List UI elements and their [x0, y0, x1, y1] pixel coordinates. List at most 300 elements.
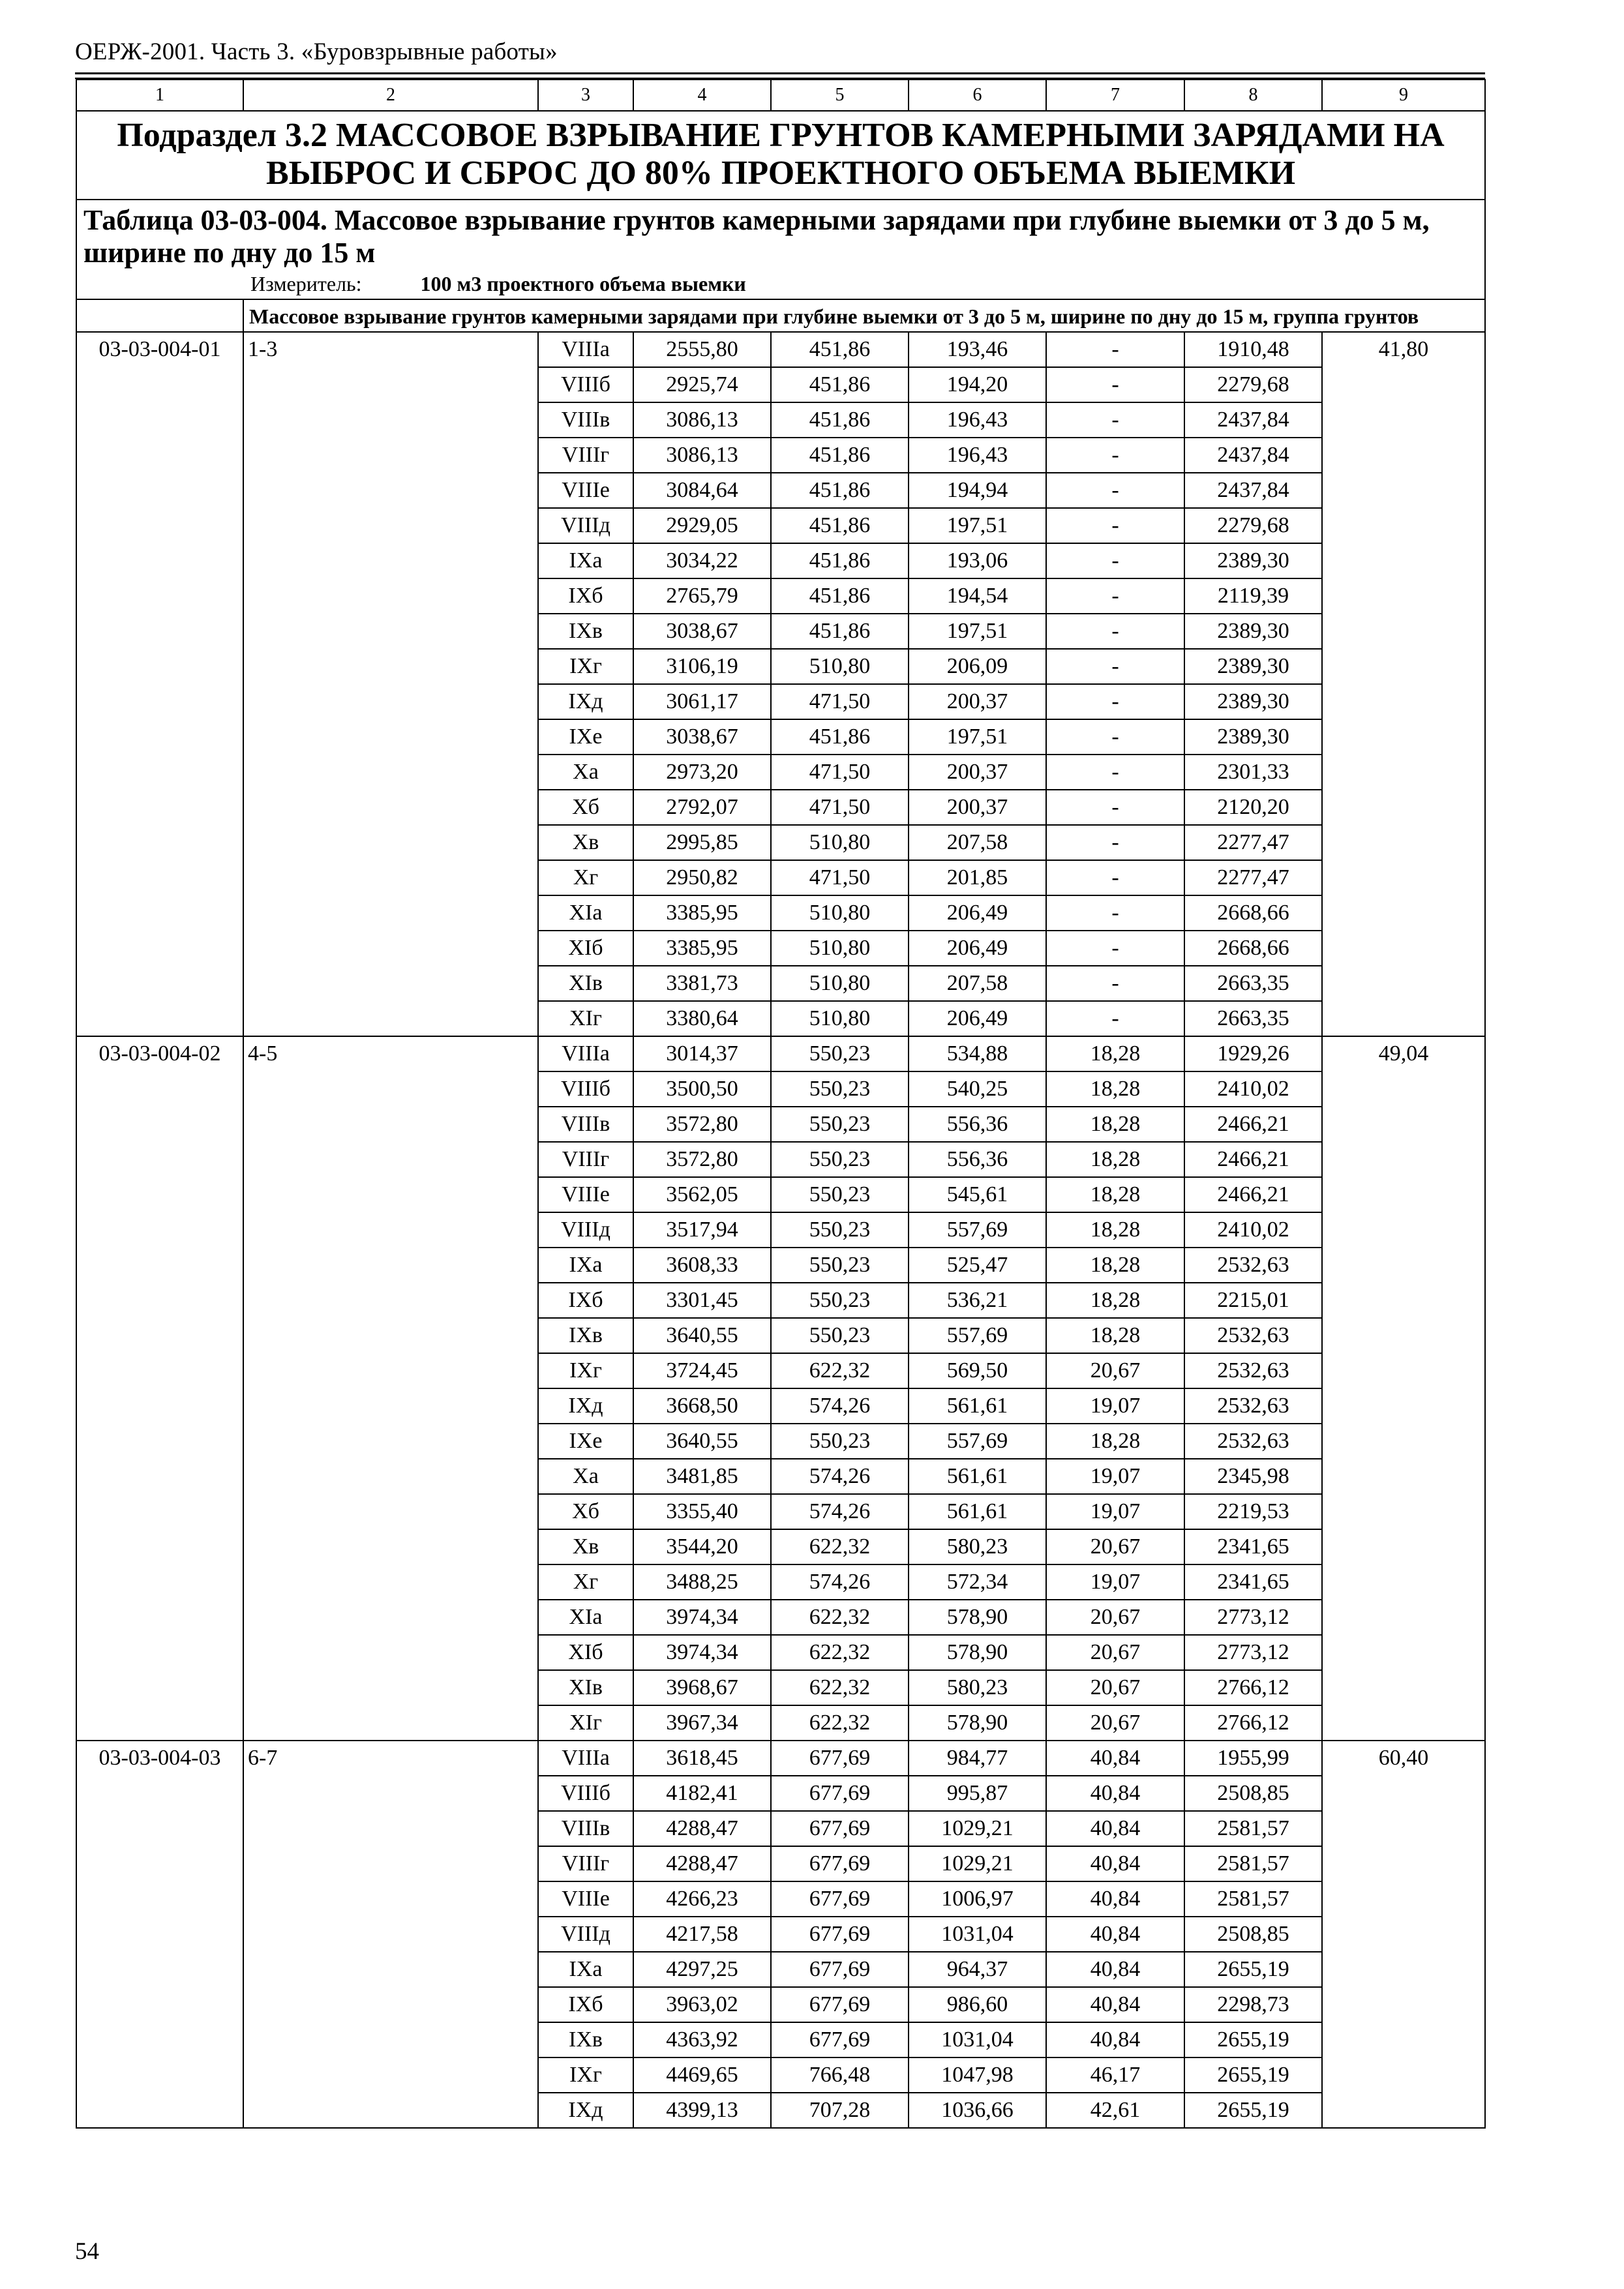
machine-cost: 964,37 [909, 1952, 1046, 1987]
soil-group [243, 860, 538, 895]
soil-category: IХд [538, 1388, 633, 1424]
materials-cost: 1929,26 [1184, 1036, 1322, 1071]
driver-wage: - [1046, 1001, 1184, 1036]
driver-wage: 40,84 [1046, 1811, 1184, 1846]
total-cost: 3034,22 [633, 543, 771, 578]
labor-cost: 622,32 [771, 1635, 909, 1670]
labor-hours [1322, 1952, 1485, 1987]
norm-code [76, 367, 243, 402]
table-row [76, 1459, 1485, 1494]
soil-category: IХе [538, 1424, 633, 1459]
machine-cost: 534,88 [909, 1036, 1046, 1071]
col-number: 3 [538, 80, 633, 111]
soil-group [243, 614, 538, 649]
soil-group: 4-5 [243, 1036, 538, 1071]
labor-hours [1322, 1776, 1485, 1811]
labor-hours [1322, 1600, 1485, 1635]
labor-cost: 622,32 [771, 1670, 909, 1705]
materials-cost: 2466,21 [1184, 1142, 1322, 1177]
table-row [76, 1036, 1485, 1071]
labor-hours [1322, 473, 1485, 508]
soil-group [243, 1952, 538, 1987]
soil-group [243, 1212, 538, 1248]
soil-group [243, 790, 538, 825]
machine-cost: 545,61 [909, 1177, 1046, 1212]
soil-category: Хв [538, 825, 633, 860]
norm-code [76, 1142, 243, 1177]
machine-cost: 578,90 [909, 1600, 1046, 1635]
norm-code [76, 1635, 243, 1670]
machine-cost: 561,61 [909, 1494, 1046, 1529]
labor-hours [1322, 1494, 1485, 1529]
header-rule [75, 72, 1485, 74]
machine-cost: 193,06 [909, 543, 1046, 578]
labor-cost: 550,23 [771, 1107, 909, 1142]
norm-code [76, 1846, 243, 1881]
col-number: 1 [76, 80, 243, 111]
driver-wage: - [1046, 825, 1184, 860]
machine-cost: 200,37 [909, 684, 1046, 719]
norm-code [76, 1670, 243, 1705]
soil-category: Хг [538, 860, 633, 895]
labor-hours [1322, 1212, 1485, 1248]
soil-category: VIIIд [538, 508, 633, 543]
norm-code [76, 2093, 243, 2128]
soil-group [243, 402, 538, 438]
driver-wage: 40,84 [1046, 1776, 1184, 1811]
document-header: ОЕРЖ-2001. Часть 3. «Буровзрывные работы» [75, 38, 558, 65]
soil-category: Хб [538, 1494, 633, 1529]
driver-wage: - [1046, 402, 1184, 438]
driver-wage: 19,07 [1046, 1494, 1184, 1529]
soil-category: VIIIа [538, 1036, 633, 1071]
soil-group [243, 1388, 538, 1424]
total-cost: 2973,20 [633, 755, 771, 790]
labor-hours [1322, 1917, 1485, 1952]
table-row [76, 508, 1485, 543]
driver-wage: 18,28 [1046, 1036, 1184, 1071]
materials-cost: 2389,30 [1184, 649, 1322, 684]
materials-cost: 2410,02 [1184, 1071, 1322, 1107]
soil-group: 6-7 [243, 1741, 538, 1776]
table-row [76, 1353, 1485, 1388]
soil-category: VIIIб [538, 1776, 633, 1811]
soil-category: ХIа [538, 1600, 633, 1635]
total-cost: 3618,45 [633, 1741, 771, 1776]
machine-cost: 556,36 [909, 1142, 1046, 1177]
labor-hours [1322, 543, 1485, 578]
total-cost: 3968,67 [633, 1670, 771, 1705]
soil-group [243, 1142, 538, 1177]
table-row [76, 649, 1485, 684]
total-cost: 3974,34 [633, 1635, 771, 1670]
machine-cost: 536,21 [909, 1283, 1046, 1318]
soil-group [243, 578, 538, 614]
soil-category: IХв [538, 2022, 633, 2057]
labor-hours [1322, 367, 1485, 402]
labor-cost: 677,69 [771, 1952, 909, 1987]
soil-group [243, 2093, 538, 2128]
soil-group [243, 1424, 538, 1459]
labor-cost: 574,26 [771, 1388, 909, 1424]
soil-group [243, 508, 538, 543]
machine-cost: 194,54 [909, 578, 1046, 614]
labor-cost: 451,86 [771, 332, 909, 367]
table-row [76, 1107, 1485, 1142]
labor-hours [1322, 1353, 1485, 1388]
soil-category: Хб [538, 790, 633, 825]
norm-code [76, 825, 243, 860]
materials-cost: 2120,20 [1184, 790, 1322, 825]
labor-hours [1322, 1670, 1485, 1705]
machine-cost: 995,87 [909, 1776, 1046, 1811]
soil-group: 1-3 [243, 332, 538, 367]
caption-spacer [76, 299, 243, 332]
labor-hours [1322, 1177, 1485, 1212]
norm-code [76, 860, 243, 895]
labor-hours [1322, 1318, 1485, 1353]
labor-hours [1322, 1388, 1485, 1424]
materials-cost: 2532,63 [1184, 1248, 1322, 1283]
norm-code [76, 1388, 243, 1424]
machine-cost: 540,25 [909, 1071, 1046, 1107]
driver-wage: - [1046, 438, 1184, 473]
machine-cost: 1036,66 [909, 2093, 1046, 2128]
soil-group [243, 895, 538, 931]
machine-cost: 580,23 [909, 1529, 1046, 1564]
materials-cost: 2532,63 [1184, 1353, 1322, 1388]
table-row [76, 1987, 1485, 2022]
soil-category: ХIг [538, 1001, 633, 1036]
driver-wage: 40,84 [1046, 2022, 1184, 2057]
soil-category: VIIIа [538, 332, 633, 367]
materials-cost: 2773,12 [1184, 1635, 1322, 1670]
total-cost: 4266,23 [633, 1881, 771, 1917]
norm-code [76, 1212, 243, 1248]
norm-code [76, 895, 243, 931]
materials-cost: 2341,65 [1184, 1564, 1322, 1600]
soil-category: VIIIв [538, 402, 633, 438]
materials-cost: 2663,35 [1184, 966, 1322, 1001]
machine-cost: 578,90 [909, 1705, 1046, 1741]
driver-wage: 18,28 [1046, 1318, 1184, 1353]
total-cost: 3724,45 [633, 1353, 771, 1388]
table-row [76, 367, 1485, 402]
materials-cost: 2437,84 [1184, 402, 1322, 438]
table-row [76, 1776, 1485, 1811]
labor-hours [1322, 508, 1485, 543]
materials-cost: 2581,57 [1184, 1846, 1322, 1881]
table-row [76, 1600, 1485, 1635]
labor-cost: 550,23 [771, 1248, 909, 1283]
materials-cost: 2389,30 [1184, 543, 1322, 578]
materials-cost: 2277,47 [1184, 825, 1322, 860]
subsection-title: Подраздел 3.2 МАССОВОЕ ВЗРЫВАНИЕ ГРУНТОВ КАМЕРНЫМИ ЗАРЯДАМИ НА ВЫБРОС И СБРОС ДО 80% ПРОЕКТНОГО ОБЪЕМА ВЫЕМКИ [76, 111, 1485, 200]
norm-code [76, 719, 243, 755]
table-row [76, 2057, 1485, 2093]
materials-cost: 2663,35 [1184, 1001, 1322, 1036]
soil-group [243, 1917, 538, 1952]
driver-wage: - [1046, 473, 1184, 508]
driver-wage: 20,67 [1046, 1635, 1184, 1670]
soil-category: ХIб [538, 1635, 633, 1670]
driver-wage: 20,67 [1046, 1705, 1184, 1741]
machine-cost: 525,47 [909, 1248, 1046, 1283]
soil-group [243, 1811, 538, 1846]
labor-hours [1322, 649, 1485, 684]
table-row [76, 578, 1485, 614]
labor-hours [1322, 1846, 1485, 1881]
total-cost: 3967,34 [633, 1705, 771, 1741]
labor-cost: 471,50 [771, 790, 909, 825]
driver-wage: 19,07 [1046, 1388, 1184, 1424]
soil-category: IХб [538, 1283, 633, 1318]
norm-code [76, 508, 243, 543]
table-row [76, 1318, 1485, 1353]
soil-group [243, 1987, 538, 2022]
materials-cost: 2345,98 [1184, 1459, 1322, 1494]
soil-group [243, 719, 538, 755]
machine-cost: 1047,98 [909, 2057, 1046, 2093]
driver-wage: 18,28 [1046, 1248, 1184, 1283]
table-row [76, 719, 1485, 755]
table-row [76, 402, 1485, 438]
norm-code [76, 1987, 243, 2022]
norm-code [76, 1776, 243, 1811]
labor-hours [1322, 2057, 1485, 2093]
driver-wage: - [1046, 578, 1184, 614]
soil-group [243, 1107, 538, 1142]
labor-cost: 622,32 [771, 1600, 909, 1635]
soil-category: VIIIе [538, 473, 633, 508]
table-row [76, 755, 1485, 790]
norm-code: 03-03-004-03 [76, 1741, 243, 1776]
soil-group [243, 825, 538, 860]
table-row [76, 1741, 1485, 1776]
driver-wage: 40,84 [1046, 1881, 1184, 1917]
driver-wage: 40,84 [1046, 1741, 1184, 1776]
materials-cost: 2508,85 [1184, 1917, 1322, 1952]
soil-category: IХг [538, 649, 633, 684]
materials-cost: 2466,21 [1184, 1107, 1322, 1142]
driver-wage: - [1046, 367, 1184, 402]
labor-hours [1322, 1987, 1485, 2022]
labor-hours [1322, 1529, 1485, 1564]
soil-category: VIIIа [538, 1741, 633, 1776]
labor-cost: 550,23 [771, 1071, 909, 1107]
labor-cost: 471,50 [771, 684, 909, 719]
labor-hours [1322, 1107, 1485, 1142]
soil-category: IХг [538, 2057, 633, 2093]
table-row [76, 966, 1485, 1001]
labor-hours [1322, 1705, 1485, 1741]
norm-code [76, 790, 243, 825]
soil-category: VIIIе [538, 1177, 633, 1212]
labor-cost: 550,23 [771, 1036, 909, 1071]
labor-cost: 550,23 [771, 1283, 909, 1318]
machine-cost: 1029,21 [909, 1846, 1046, 1881]
labor-hours [1322, 1248, 1485, 1283]
norms-table [76, 79, 1486, 2129]
labor-hours [1322, 578, 1485, 614]
soil-group [243, 1635, 538, 1670]
labor-cost: 510,80 [771, 825, 909, 860]
total-cost: 3640,55 [633, 1318, 771, 1353]
norm-code [76, 438, 243, 473]
total-cost: 3038,67 [633, 614, 771, 649]
driver-wage: 18,28 [1046, 1424, 1184, 1459]
norm-code [76, 1917, 243, 1952]
soil-category: ХIв [538, 966, 633, 1001]
machine-cost: 193,46 [909, 332, 1046, 367]
labor-hours [1322, 1071, 1485, 1107]
labor-hours [1322, 966, 1485, 1001]
machine-cost: 578,90 [909, 1635, 1046, 1670]
materials-cost: 2389,30 [1184, 684, 1322, 719]
soil-category: VIIIг [538, 438, 633, 473]
table-row [76, 614, 1485, 649]
machine-cost: 569,50 [909, 1353, 1046, 1388]
table-row [76, 1177, 1485, 1212]
soil-category: IХа [538, 1248, 633, 1283]
driver-wage: - [1046, 332, 1184, 367]
machine-cost: 206,49 [909, 931, 1046, 966]
labor-cost: 510,80 [771, 649, 909, 684]
labor-cost: 574,26 [771, 1494, 909, 1529]
total-cost: 3381,73 [633, 966, 771, 1001]
soil-category: VIIIг [538, 1846, 633, 1881]
total-cost: 3061,17 [633, 684, 771, 719]
table-row [76, 1846, 1485, 1881]
norm-code [76, 402, 243, 438]
table-row [76, 1494, 1485, 1529]
table-row [76, 1881, 1485, 1917]
page-number: 54 [75, 2238, 99, 2265]
soil-group [243, 1776, 538, 1811]
table-caption: Массовое взрывание грунтов камерными зарядами при глубине выемки от 3 до 5 м, ширине по дну до 15 м, группа грунтов [243, 299, 1485, 332]
total-cost: 3084,64 [633, 473, 771, 508]
soil-group [243, 684, 538, 719]
driver-wage: 20,67 [1046, 1353, 1184, 1388]
total-cost: 3385,95 [633, 895, 771, 931]
materials-cost: 2219,53 [1184, 1494, 1322, 1529]
table-row [76, 1142, 1485, 1177]
driver-wage: 18,28 [1046, 1177, 1184, 1212]
table-row [76, 1635, 1485, 1670]
soil-category: VIIIе [538, 1881, 633, 1917]
labor-cost: 451,86 [771, 438, 909, 473]
materials-cost: 2410,02 [1184, 1212, 1322, 1248]
labor-cost: 550,23 [771, 1212, 909, 1248]
labor-hours [1322, 1142, 1485, 1177]
total-cost: 3517,94 [633, 1212, 771, 1248]
soil-group [243, 2022, 538, 2057]
norm-code: 03-03-004-01 [76, 332, 243, 367]
materials-cost: 2389,30 [1184, 614, 1322, 649]
labor-cost: 471,50 [771, 860, 909, 895]
total-cost: 2929,05 [633, 508, 771, 543]
driver-wage: 42,61 [1046, 2093, 1184, 2128]
soil-group [243, 1881, 538, 1917]
norm-code [76, 1811, 243, 1846]
soil-group [243, 543, 538, 578]
total-cost: 3086,13 [633, 402, 771, 438]
soil-group [243, 1248, 538, 1283]
materials-cost: 2215,01 [1184, 1283, 1322, 1318]
soil-group [243, 755, 538, 790]
materials-cost: 2119,39 [1184, 578, 1322, 614]
total-cost: 3640,55 [633, 1424, 771, 1459]
soil-category: VIIIб [538, 367, 633, 402]
labor-cost: 677,69 [771, 1846, 909, 1881]
soil-group [243, 1318, 538, 1353]
total-cost: 3301,45 [633, 1283, 771, 1318]
norm-code [76, 1494, 243, 1529]
total-cost: 4297,25 [633, 1952, 771, 1987]
soil-group [243, 367, 538, 402]
table-row [76, 1071, 1485, 1107]
total-cost: 3572,80 [633, 1107, 771, 1142]
table-row [76, 1564, 1485, 1600]
labor-cost: 677,69 [771, 1987, 909, 2022]
machine-cost: 196,43 [909, 402, 1046, 438]
norm-code [76, 1564, 243, 1600]
table-row [76, 1917, 1485, 1952]
total-cost: 4182,41 [633, 1776, 771, 1811]
norm-code [76, 614, 243, 649]
machine-cost: 557,69 [909, 1212, 1046, 1248]
soil-category: ХIг [538, 1705, 633, 1741]
total-cost: 2555,80 [633, 332, 771, 367]
total-cost: 3544,20 [633, 1529, 771, 1564]
machine-cost: 1031,04 [909, 1917, 1046, 1952]
driver-wage: - [1046, 966, 1184, 1001]
materials-cost: 2532,63 [1184, 1318, 1322, 1353]
table-row [76, 684, 1485, 719]
machine-cost: 572,34 [909, 1564, 1046, 1600]
machine-cost: 206,49 [909, 895, 1046, 931]
table-row [76, 473, 1485, 508]
labor-cost: 451,86 [771, 719, 909, 755]
soil-group [243, 1705, 538, 1741]
table-row [76, 1811, 1485, 1846]
labor-hours [1322, 1001, 1485, 1036]
soil-category: VIIIд [538, 1917, 633, 1952]
soil-group [243, 1846, 538, 1881]
labor-hours: 60,40 [1322, 1741, 1485, 1776]
driver-wage: 19,07 [1046, 1564, 1184, 1600]
labor-cost: 707,28 [771, 2093, 909, 2128]
norm-code [76, 578, 243, 614]
machine-cost: 196,43 [909, 438, 1046, 473]
table-row [76, 1001, 1485, 1036]
materials-cost: 2279,68 [1184, 367, 1322, 402]
labor-cost: 550,23 [771, 1318, 909, 1353]
materials-cost: 2655,19 [1184, 1952, 1322, 1987]
soil-group [243, 1494, 538, 1529]
labor-cost: 471,50 [771, 755, 909, 790]
labor-cost: 510,80 [771, 1001, 909, 1036]
machine-cost: 200,37 [909, 790, 1046, 825]
machine-cost: 201,85 [909, 860, 1046, 895]
norm-code [76, 1952, 243, 1987]
norm-code [76, 1107, 243, 1142]
materials-cost: 2773,12 [1184, 1600, 1322, 1635]
labor-cost: 451,86 [771, 473, 909, 508]
driver-wage: - [1046, 649, 1184, 684]
soil-category: IХе [538, 719, 633, 755]
driver-wage: - [1046, 684, 1184, 719]
